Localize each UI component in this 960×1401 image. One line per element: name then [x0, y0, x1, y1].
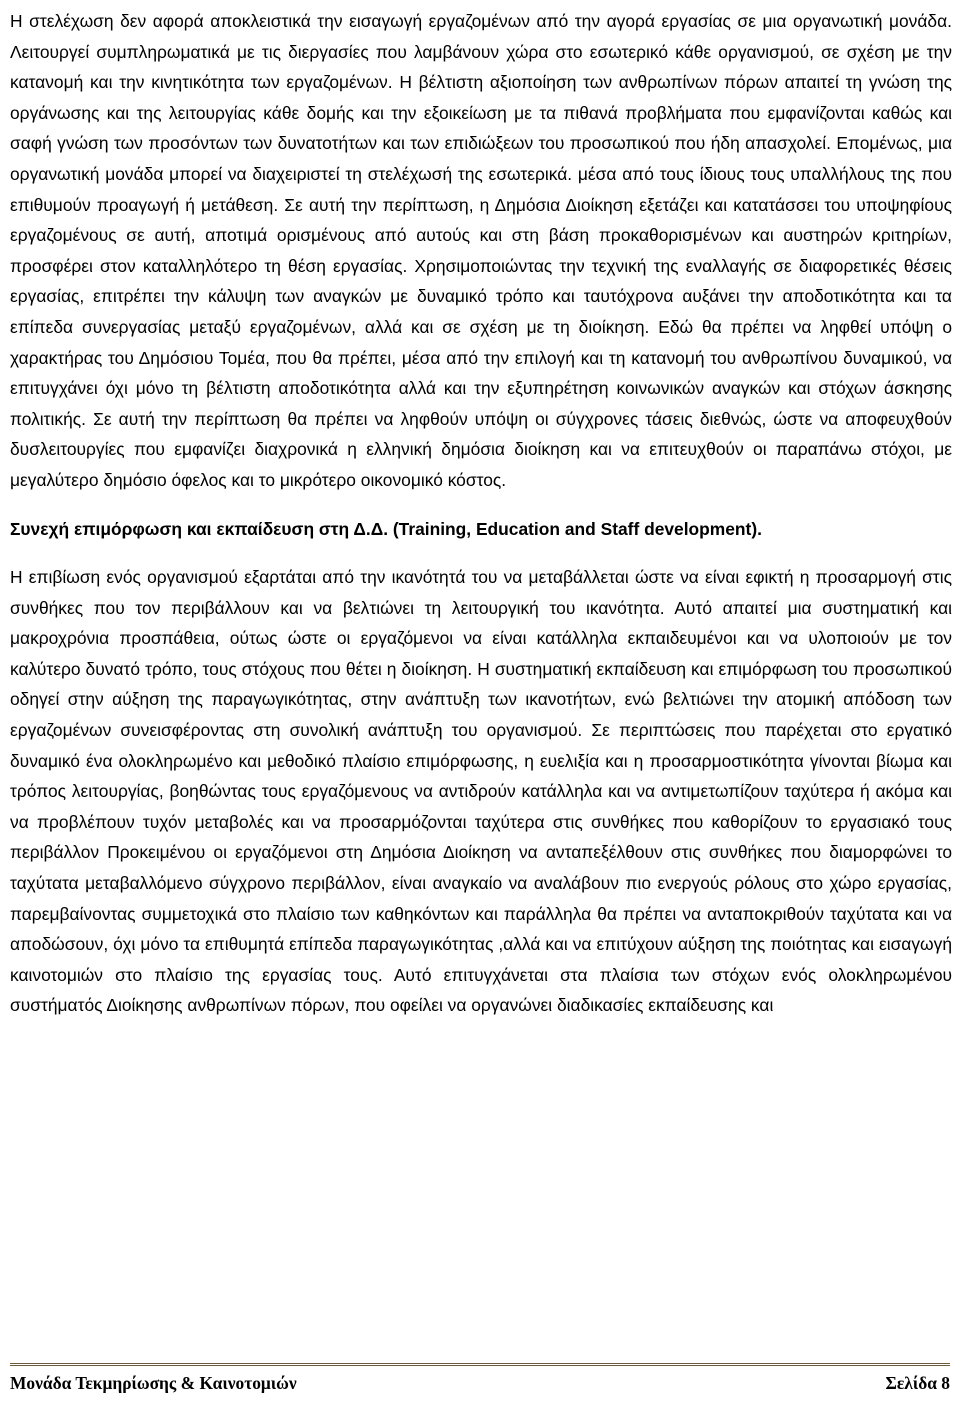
paragraph-training: Η επιβίωση ενός οργανισμού εξαρτάται από την ικανότητά του να μεταβάλλεται ώστε να είναι εφικτή η προσαρμογή στις συνθήκες που τον περιβάλλουν και να βελτιώνει τη λειτουργική του ικανότητα. Αυτό απαιτεί μια συστηματική και μακροχρόνια προσπάθεια, ούτως ώστε οι εργαζόμενοι να είναι κατάλληλα εκπαιδευμένοι και να υλοποιούν με τον καλύτερο δυνατό τρόπο, τους στόχους που θέτει η διοίκηση. Η συστηματική εκπαίδευση και επιμόρφωση του προσωπικού οδηγεί στην αύξηση της παραγωγικότητας, στην ανάπτυξη των ικανοτήτων, ενώ βελτιώνει την ατομική απόδοση των εργαζομένων συνεισφέροντας στη συνολική ανάπτυξη του οργανισμού. Σε περιπτώσεις που παρέχεται στο εργατικό δυναμικό ένα ολοκληρωμένο και μεθοδικό πλαίσιο επιμόρφωσης, η ευελιξία και η προσαρμοστικότητα γίνονται βίωμα και τρόπος λειτουργίας, βοηθώντας τους εργαζόμενους να αντιδρούν κατάλληλα και να αντιμετωπίζουν ταχύτερα ή ακόμα και να προβλέπουν τυχόν μεταβολές και να προσαρμόζονται ταχύτερα στις συνθήκες που καθορίζουν το εργασιακό τους περιβάλλον Προκειμένου οι εργαζόμενοι στη Δημόσια Διοίκηση να ανταπεξέλθουν στις συνθήκες που διαμορφώνει το ταχύτατα μεταβαλλόμενο σύγχρονο περιβάλλον, είναι αναγκαίο να αναλάβουν πιο ενεργούς ρόλους στο χώρο εργασίας, παρεμβαίνοντας συμμετοχικά στο πλαίσιο των καθηκόντων και παράλληλα θα πρέπει να ανταποκριθούν ταχύτατα και να αποδώσουν, όχι μόνο τα επιθυμητά επίπεδα παραγωγικότητας ,αλλά και να επιτύχουν αύξηση της ποιότητας και εισαγωγή καινοτομιών στο πλαίσιο της εργασίας τους. Αυτό επιτυγχάνεται στα πλαίσια των στόχων ενός ολοκληρωμένου συστήματός Διοίκησης ανθρωπίνων πόρων, που οφείλει να οργανώνει διαδικασίες εκπαίδευσης και	[10, 567, 952, 1016]
document-body	[10, 6, 952, 1021]
paragraph-staffing: Η στελέχωση δεν αφορά αποκλειστικά την εισαγωγή εργαζομένων από την αγορά εργασίας σε μια οργανωτική μονάδα. Λειτουργεί συμπληρωματικά με τις διεργασίες που λαμβάνουν χώρα στο εσωτερικό κάθε οργανισμού, σε σχέση με την κατανομή και την κινητικότητα των εργαζομένων. Η βέλτιστη αξιοποίηση των ανθρωπίνων πόρων απαιτεί τη γνώση της οργάνωσης και της λειτουργίας κάθε δομής και την εξοικείωση με τα πιθανά προβλήματα που εμφανίζονται καθώς και σαφή γνώση των προσόντων των δυνατοτήτων και των επιδιώξεων του προσωπικού που ήδη απασχολεί. Επομένως, μια οργανωτική μονάδα μπορεί να διαχειριστεί τη στελέχωσή της εσωτερικά. μέσα από τους ίδιους τους υπαλλήλους της που επιθυμούν προαγωγή ή μετάθεση. Σε αυτή την περίπτωση, η Δημόσια Διοίκηση εξετάζει και κατατάσσει του υποψηφίους εργαζομένους σε αυτή, αποτιμά ορισμένους από αυτούς και στη βάση προκαθορισμένων και αυστηρών κριτηρίων, προσφέρει στον καταλληλότερο τη θέση εργασίας. Χρησιμοποιώντας την τεχνική της εναλλαγής σε διαφορετικές θέσεις εργασίας, επιτρέπει την κάλυψη των αναγκών με δυναμικό τρόπο και ταυτόχρονα αυξάνει την αποδοτικότητα και τα επίπεδα συνεργασίας μεταξύ εργαζομένων, αλλά και σε σχέση με τη διοίκηση. Εδώ θα πρέπει να ληφθεί υπόψη ο χαρακτήρας του Δημόσιου Τομέα, που θα πρέπει, μέσα από την επιλογή και τη κατανομή του ανθρωπίνου δυναμικού, να επιτυγχάνει όχι μόνο τη βέλτιστη αποδοτικότητα αλλά και την εξυπηρέτηση κοινωνικών αναγκών και στόχων άσκησης πολιτικής. Σε αυτή την περίπτωση θα πρέπει να ληφθούν υπόψη οι σύγχρονες τάσεις διεθνώς, ώστε να αποφευχθούν δυσλειτουργίες που εμφανίζει διαχρονικά η ελληνική δημόσια διοίκηση και να επιτευχθούν οι παραπάνω στόχοι, με μεγαλύτερο δημόσιο όφελος και το μικρότερο οικονομικό κόστος.	[10, 11, 952, 490]
footer-unit-name: Μονάδα Τεκμηρίωσης & Καινοτομιών	[10, 1373, 297, 1393]
footer-page-number: Σελίδα 8	[885, 1373, 950, 1393]
section-heading-training: Συνεχή επιμόρφωση και εκπαίδευση στη Δ.Δ. (Training, Education and Staff development).	[10, 518, 762, 539]
page-footer	[10, 1363, 950, 1401]
